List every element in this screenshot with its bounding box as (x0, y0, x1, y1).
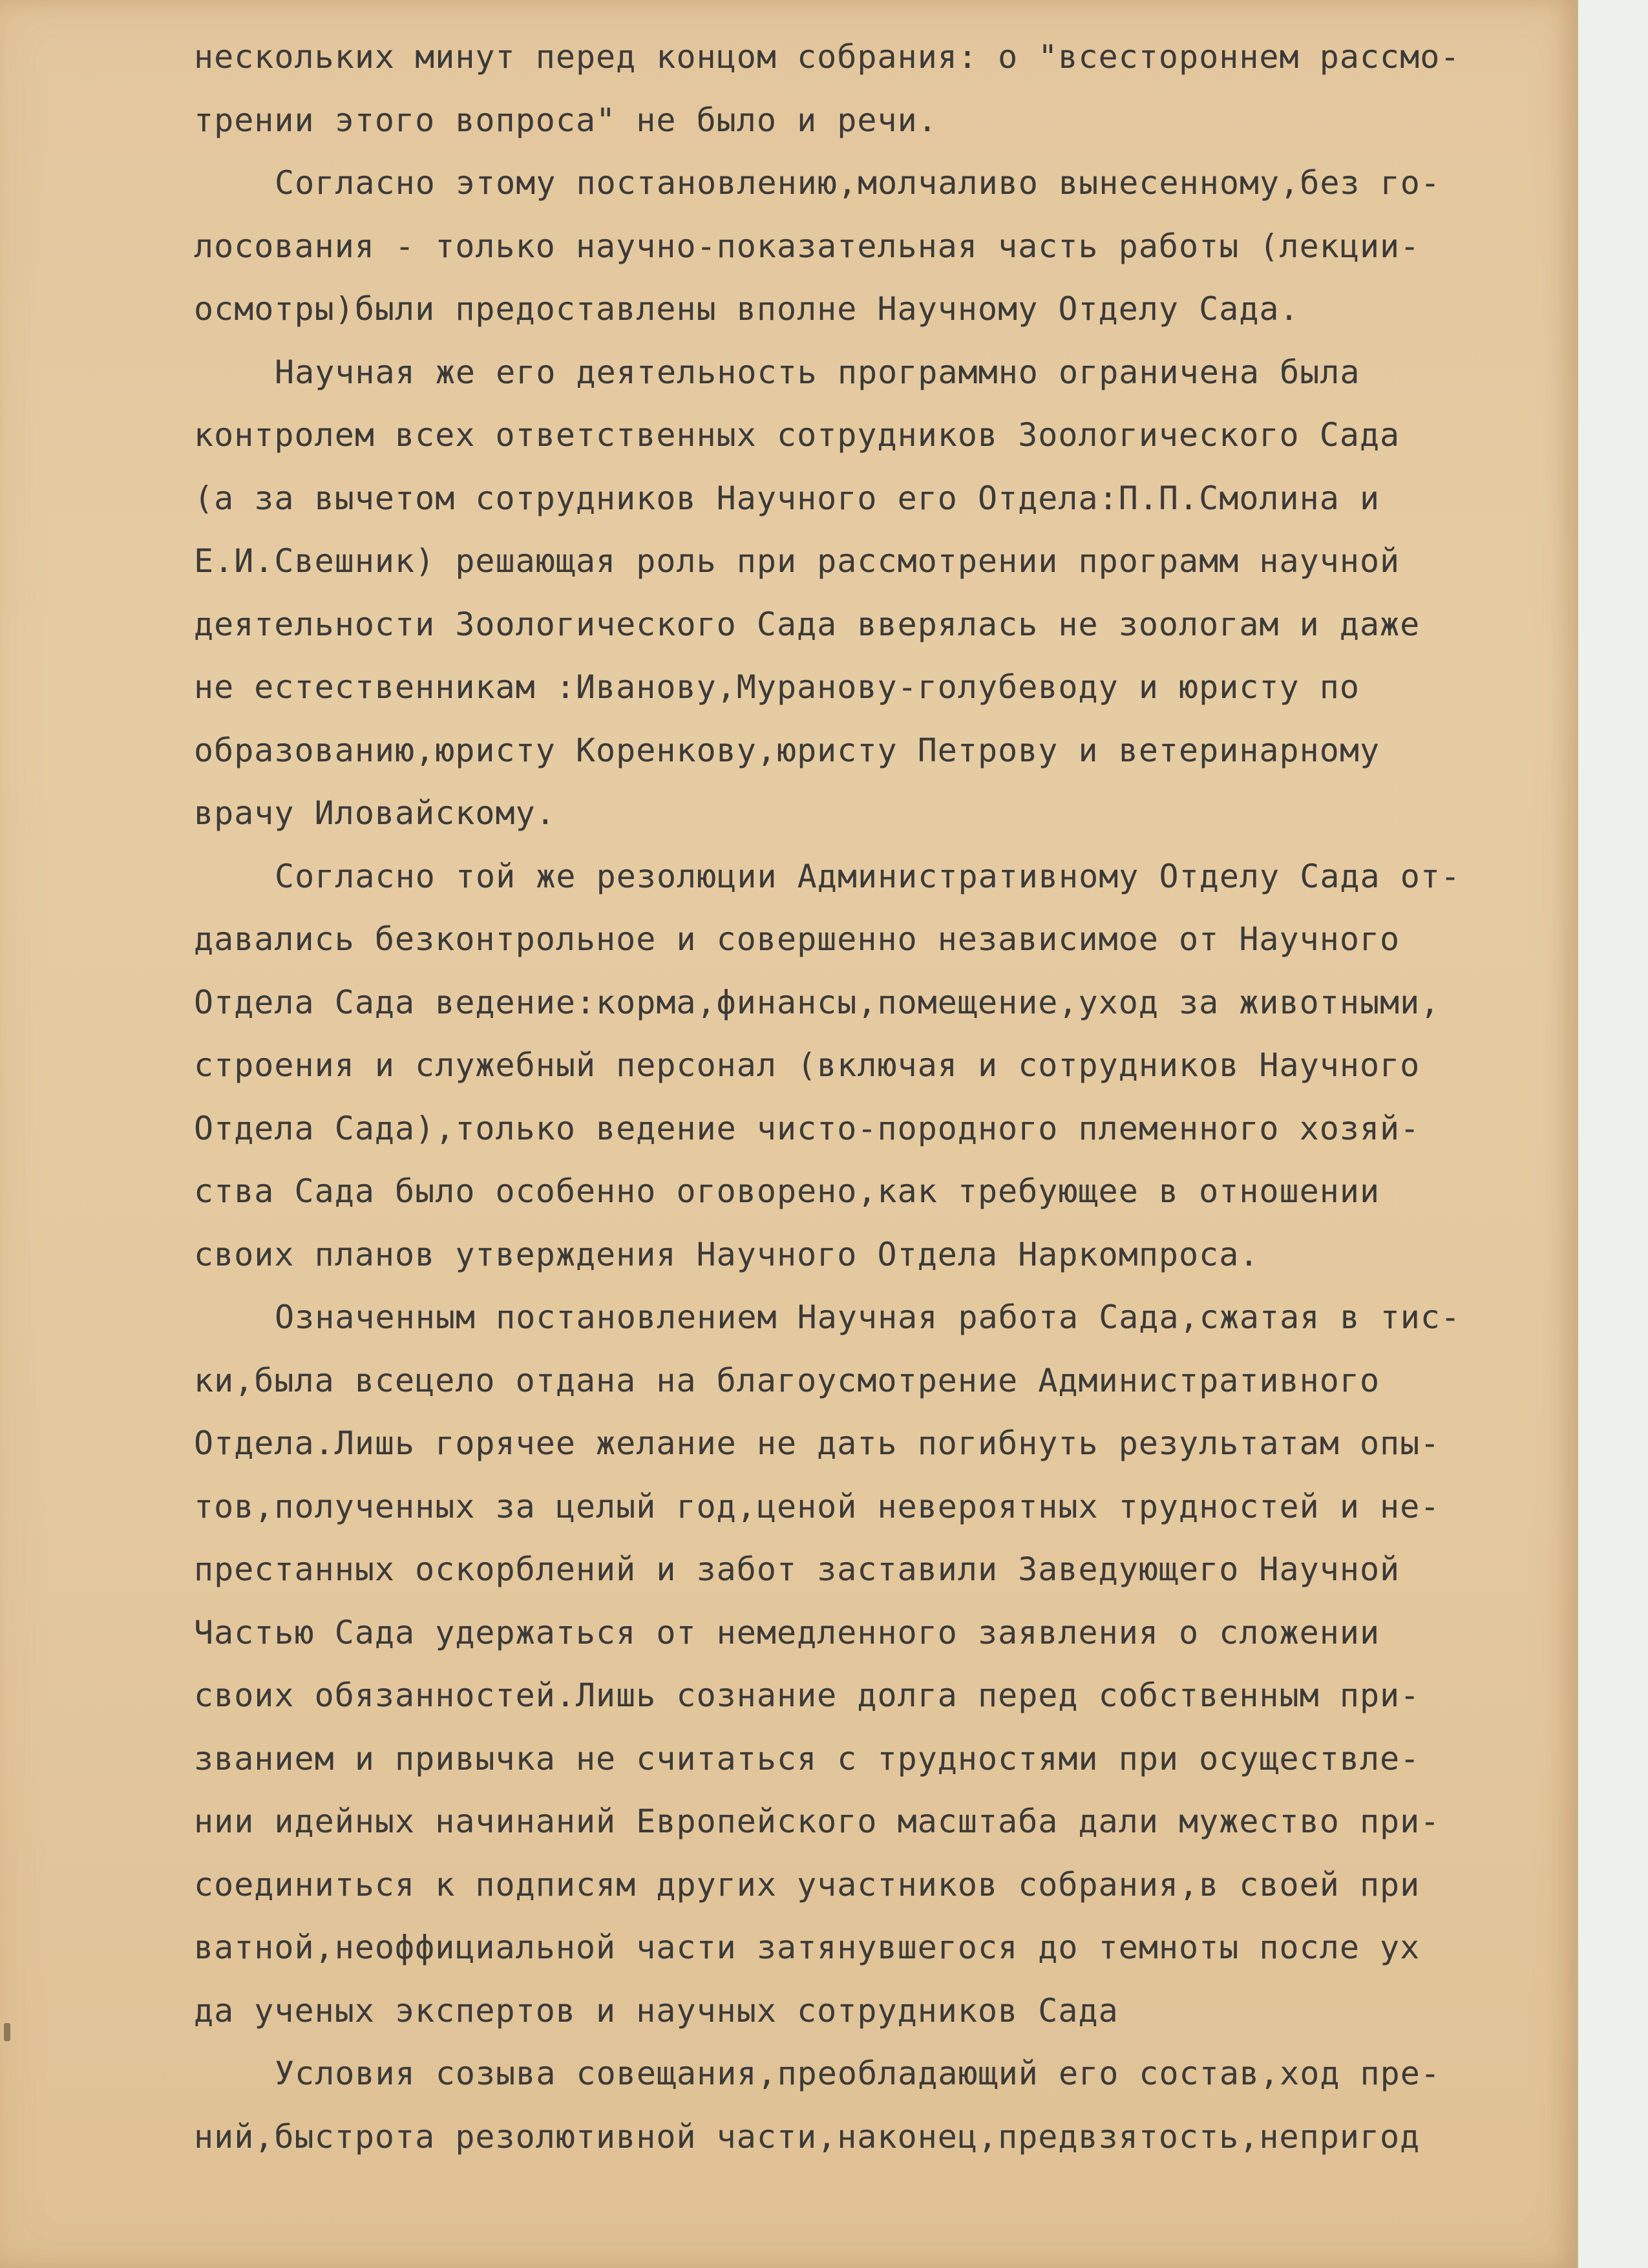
margin-mark (4, 2023, 10, 2041)
text-line: своих планов утверждения Научного Отдела Наркомпроса. (194, 1235, 1260, 1273)
text-line: Согласно той же резолюции Административному Отделу Сада от- (275, 857, 1461, 895)
text-line: нии идейных начинаний Европейского масштаба дали мужество при- (194, 1803, 1441, 1840)
text-line: лосования - только научно-показательная часть работы (лекции- (194, 227, 1421, 265)
text-line: Частью Сада удержаться от немедленного заявления о сложении (194, 1613, 1380, 1651)
text-line: тов,полученных за целый год,ценой невероятных трудностей и не- (194, 1487, 1441, 1525)
text-line: Означенным постановлением Научная работа Сада,сжатая в тис- (275, 1298, 1461, 1336)
text-line: ватной,неоффициальной части затянувшегося до темноты после ух (194, 1929, 1421, 1966)
text-line: трении этого вопроса" не было и речи. (194, 101, 938, 139)
text-line: Отдела Сада),только ведение чисто-породного племенного хозяй- (194, 1109, 1421, 1147)
scanner-margin (1577, 0, 1648, 2268)
text-line: врачу Иловайскому. (194, 794, 556, 832)
text-line: Научная же его деятельность программно ограничена была (275, 353, 1360, 391)
text-line: Отдела Сада ведение:корма,финансы,помещение,уход за животными, (194, 983, 1441, 1021)
text-line: нескольких минут перед концом собрания: о "всестороннем рассмо- (194, 38, 1461, 76)
text-line: да ученых экспертов и научных сотрудников Сада (194, 1991, 1119, 2030)
text-line: ний,быстрота резолютивной части,наконец,предвзятость,непригод (194, 2117, 1421, 2156)
text-line: контролем всех ответственных сотрудников Зоологического Сада (194, 416, 1400, 454)
text-line: образованию,юристу Коренкову,юристу Петрову и ветеринарному (194, 731, 1380, 769)
text-line: званием и привычка не считаться с трудностями при осуществле- (194, 1739, 1421, 1777)
text-line: Согласно этому постановлению,молчаливо вынесенному,без го- (275, 164, 1441, 202)
text-line: Отдела.Лишь горячее желание не дать погибнуть результатам опы- (194, 1425, 1441, 1462)
text-line: соединиться к подписям других участников собрания,в своей при (194, 1865, 1421, 1903)
text-line: деятельности Зоологического Сада вверялась не зоологам и даже (194, 605, 1421, 643)
text-line: престанных оскорблений и забот заставили Заведующего Научной (194, 1551, 1400, 1588)
text-line: осмотры)были предоставлены вполне Научному Отделу Сада. (194, 290, 1300, 328)
text-line: строения и служебный персонал (включая и сотрудников Научного (194, 1046, 1421, 1084)
text-line: Е.И.Свешник) решающая роль при рассмотрении программ научной (194, 542, 1400, 580)
text-line: своих обязанностей.Лишь сознание долга перед собственным при- (194, 1677, 1421, 1714)
text-line: Условия созыва совещания,преобладающий его состав,ход пре- (275, 2055, 1441, 2092)
text-line: давались безконтрольное и совершенно независимое от Научного (194, 920, 1400, 958)
text-line: не естественникам :Иванову,Муранову-голубеводу и юристу по (194, 668, 1360, 706)
text-line: ства Сада было особенно оговорено,как требующее в отношении (194, 1172, 1380, 1210)
text-line: (а за вычетом сотрудников Научного его Отдела:П.П.Смолина и (194, 479, 1380, 517)
typewritten-text (194, 26, 1564, 2168)
text-line: ки,была всецело отдана на благоусмотрение Административного (194, 1361, 1380, 1399)
